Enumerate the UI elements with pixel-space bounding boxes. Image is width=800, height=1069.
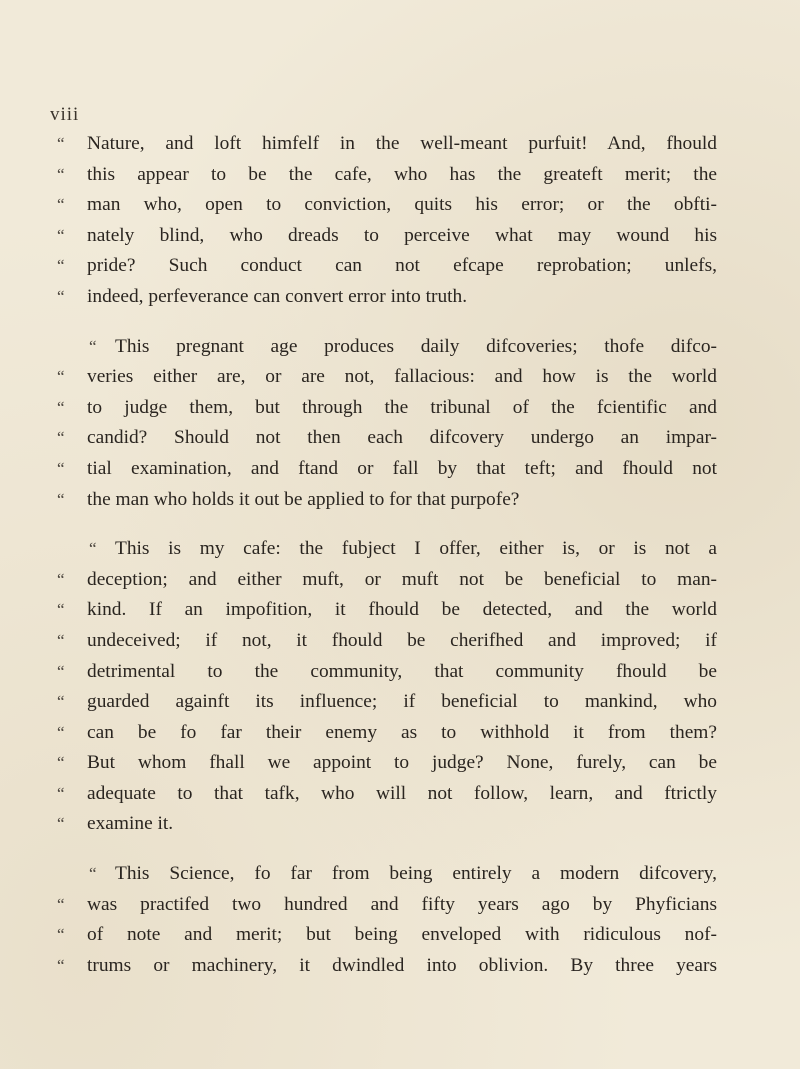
text-line: “ indeed, perfeverance can convert error into truth. xyxy=(57,282,717,313)
text-line: “ undeceived; if not, it fhould be cherifhed and improved; if xyxy=(57,626,717,657)
paragraph-2 xyxy=(57,332,717,516)
text-line: “ trums or machinery, it dwindled into oblivion. By three years xyxy=(57,951,717,982)
quote-mark: “ xyxy=(57,256,65,276)
text-line: “ was practifed two hundred and fifty years ago by Phyficians xyxy=(57,890,717,921)
text-line: “ can be fo far their enemy as to withhold it from them? xyxy=(57,718,717,749)
quote-mark: “ xyxy=(57,630,65,650)
text-line: “ to judge them, but through the tribunal of the fcientific and xyxy=(57,393,717,424)
page-folio: viii xyxy=(50,104,80,125)
quote-mark: “ xyxy=(57,286,65,306)
quote-mark: “ xyxy=(57,489,65,509)
quote-mark: “ xyxy=(89,864,97,884)
quote-mark: “ xyxy=(57,661,65,681)
quote-mark: “ xyxy=(57,164,65,184)
text-line: “ this appear to be the cafe, who has the greateft merit; the xyxy=(57,160,717,191)
text-line: “ This is my cafe: the fubject I offer, either is, or is not a xyxy=(57,534,717,565)
quote-mark: “ xyxy=(57,955,65,975)
text-line: “ kind. If an impofition, it fhould be detected, and the world xyxy=(57,595,717,626)
text-line: “ Nature, and loft himfelf in the well-meant purfuit! And, fhould xyxy=(57,129,717,160)
quote-mark: “ xyxy=(57,569,65,589)
quote-mark: “ xyxy=(57,753,65,773)
paragraph-4 xyxy=(57,859,717,981)
text-line: “ But whom fhall we appoint to judge? None, furely, can be xyxy=(57,748,717,779)
quote-mark: “ xyxy=(57,722,65,742)
text-line: “ This Science, fo far from being entirely a modern difcovery, xyxy=(57,859,717,890)
quote-mark: “ xyxy=(89,336,97,356)
text-line: “ pride? Such conduct can not efcape reprobation; unlefs, xyxy=(57,251,717,282)
paragraph-1 xyxy=(57,129,717,313)
text-line: “ adequate to that tafk, who will not follow, learn, and ftrictly xyxy=(57,779,717,810)
text-line: “ This pregnant age produces daily difcoveries; thofe difco- xyxy=(57,332,717,363)
text-line: “ guarded againft its influence; if beneficial to mankind, who xyxy=(57,687,717,718)
quote-mark: “ xyxy=(57,925,65,945)
quote-mark: “ xyxy=(57,692,65,712)
paragraph-3 xyxy=(57,534,717,840)
quote-mark: “ xyxy=(57,397,65,417)
text-line: “ deception; and either muft, or muft not be beneficial to man- xyxy=(57,565,717,596)
text-line: “ nately blind, who dreads to perceive what may wound his xyxy=(57,221,717,252)
quote-mark: “ xyxy=(57,195,65,215)
text-line: “ tial examination, and ftand or fall by that teft; and fhould not xyxy=(57,454,717,485)
quote-mark: “ xyxy=(57,458,65,478)
text-line: “ of note and merit; but being enveloped with ridiculous nof- xyxy=(57,920,717,951)
text-line: “ candid? Should not then each difcovery undergo an impar- xyxy=(57,423,717,454)
quote-mark: “ xyxy=(57,428,65,448)
quote-mark: “ xyxy=(89,539,97,559)
quote-mark: “ xyxy=(57,894,65,914)
body-text xyxy=(57,129,717,1000)
quote-mark: “ xyxy=(57,225,65,245)
quote-mark: “ xyxy=(57,134,65,153)
quote-mark: “ xyxy=(57,600,65,620)
text-line: “ the man who holds it out be applied to for that purpofe? xyxy=(57,485,717,516)
text-line: “ examine it. xyxy=(57,809,717,840)
quote-mark: “ xyxy=(57,367,65,387)
text-line: “ veries either are, or are not, fallacious: and how is the world xyxy=(57,362,717,393)
text-line: “ man who, open to conviction, quits his error; or the obfti- xyxy=(57,190,717,221)
quote-mark: “ xyxy=(57,783,65,803)
text-line: “ detrimental to the community, that community fhould be xyxy=(57,657,717,688)
quote-mark: “ xyxy=(57,814,65,834)
